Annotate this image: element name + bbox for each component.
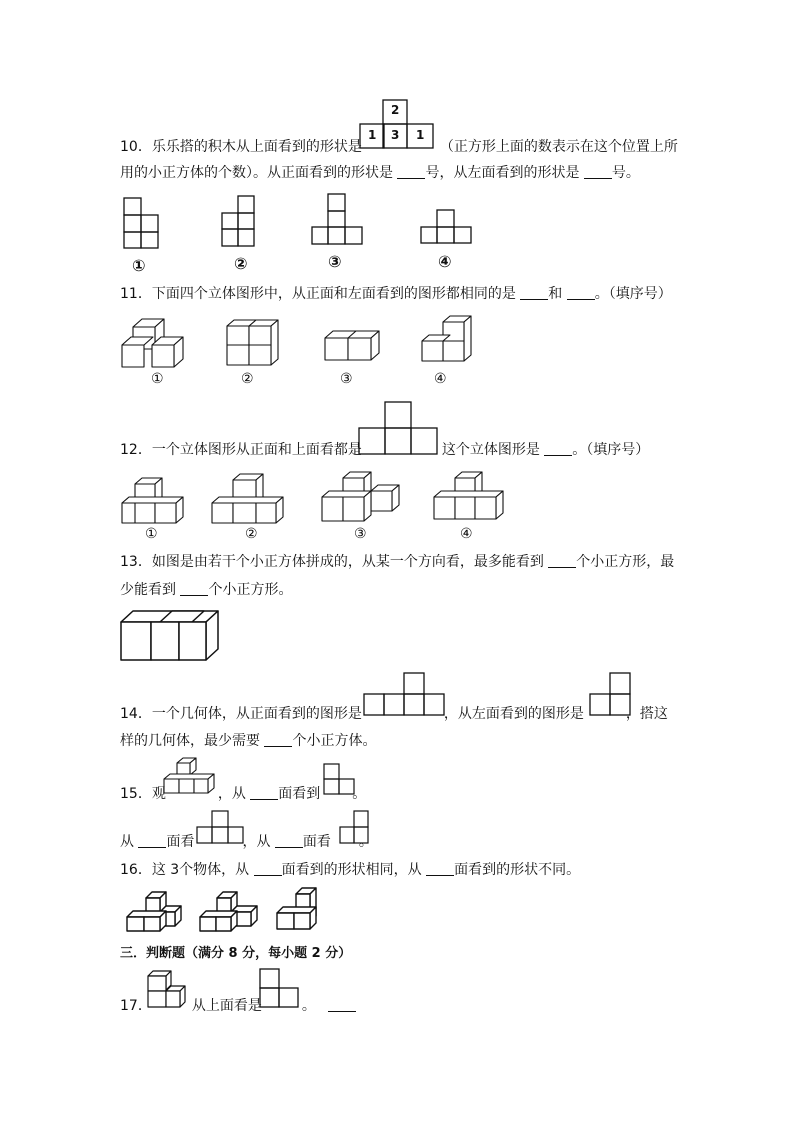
q11-option-3-figure (324, 329, 380, 361)
q10-option-2-figure (221, 195, 255, 247)
q16-object-3-figure (276, 886, 322, 930)
q14-text-b: ，从左面看到的图形是 (443, 706, 584, 722)
q10-top-num-right: 1 (416, 128, 425, 142)
q10-option-4-label: ④ (438, 252, 452, 271)
q13-cube-figure (120, 608, 220, 662)
q10-text-a: 乐乐搭的积木从上面看到的形状是 (151, 139, 362, 155)
q17-text-b: 。 (301, 998, 316, 1014)
q12-text-b: 这个立体图形是 (441, 442, 540, 458)
q17-answer-blank[interactable] (328, 997, 356, 1012)
q15-answer-blank-3[interactable] (275, 833, 303, 848)
section3-title: 三．判断题（满分 8 分，每小题 2 分） (120, 946, 352, 961)
q11-option-2-figure (226, 319, 280, 367)
q12-line1 (120, 441, 649, 459)
q13-line1 (120, 553, 674, 571)
q12-option-4-figure (433, 471, 505, 523)
q17-line1 (120, 997, 356, 1015)
q13-text-b: 个小正方形，最 (576, 554, 675, 570)
q17-text-a: 从上面看是 (191, 998, 262, 1014)
q15-text-b: ，从 (217, 786, 246, 802)
q11-option-1-figure (121, 317, 187, 369)
q10-top-num-middle-top: 2 (391, 103, 400, 117)
q10-number: 10． (120, 139, 152, 155)
q12-option-3-figure (321, 471, 401, 523)
q15-line2-e: 。 (358, 834, 373, 850)
q11-option-4-label: ④ (434, 371, 447, 387)
q15-line2-c: ，从 (242, 834, 271, 850)
q15-text-a: 观 (151, 786, 166, 802)
q12-option-1-label: ① (145, 526, 158, 542)
q16-same-answer-blank[interactable] (254, 861, 282, 876)
q11-answer-blank-2[interactable] (567, 285, 595, 300)
q14-line1 (120, 705, 668, 723)
q10-line1 (120, 138, 678, 156)
q15-text-c: 面看到 (278, 786, 321, 802)
q15-line2-a: 从 (120, 834, 134, 850)
q12-option-4-label: ④ (460, 526, 473, 542)
q12-option-3-label: ③ (354, 526, 367, 542)
q16-different-answer-blank[interactable] (426, 861, 454, 876)
q12-option-2-label: ② (245, 526, 258, 542)
q14-text-c: ，搭这 (625, 706, 668, 722)
q15-number: 15． (120, 786, 152, 802)
q11-option-4-figure (421, 315, 473, 363)
q15-line2-b: 面看 (166, 834, 195, 850)
q10-left-answer-blank[interactable] (584, 164, 612, 179)
q10-option-3-figure (311, 193, 363, 245)
q11-answer-blank-1[interactable] (520, 285, 548, 300)
q16-text-b: 面看到的形状相同，从 (281, 862, 422, 878)
q13-min-answer-blank[interactable] (180, 581, 208, 596)
q10-line2-b: 号，从左面看到的形状是 (425, 165, 580, 181)
q15-line2-d: 面看 (302, 834, 331, 850)
q16-text-a: 这 3个物体，从 (151, 862, 250, 878)
q11-line1 (120, 285, 672, 303)
q13-line2-b: 个小正方形。 (208, 582, 293, 598)
q13-max-answer-blank[interactable] (548, 553, 576, 568)
q12-text-a: 一个立体图形从正面和上面看都是 (151, 442, 362, 458)
q14-text-a: 一个几何体，从正面看到的图形是 (151, 706, 362, 722)
q12-number: 12． (120, 442, 152, 458)
q10-top-num-middle: 3 (391, 128, 400, 142)
q16-object-2-figure (199, 890, 259, 932)
q13-line2 (120, 581, 292, 599)
q15-line2 (120, 833, 373, 851)
q10-option-2-label: ② (234, 254, 248, 273)
q12-option-1-figure (121, 477, 185, 525)
q15-line1 (120, 785, 366, 803)
q13-number: 13． (120, 554, 152, 570)
q11-option-2-label: ② (241, 371, 254, 387)
q10-top-num-left: 1 (368, 128, 377, 142)
q15-text-d: 。 (352, 786, 367, 802)
q14-number: 14． (120, 706, 152, 722)
q16-text-c: 面看到的形状不同。 (454, 862, 581, 878)
q15-answer-blank-2[interactable] (138, 833, 166, 848)
q11-option-3-label: ③ (340, 371, 353, 387)
q13-line2-a: 少能看到 (120, 582, 176, 598)
q10-option-4-figure (420, 209, 472, 244)
q12-answer-blank[interactable] (544, 441, 572, 456)
q16-number: 16． (120, 862, 152, 878)
q10-option-3-label: ③ (328, 252, 342, 271)
q10-text-b: （正方形上面的数表示在这个位置上所 (439, 139, 678, 155)
q16-object-1-figure (126, 890, 184, 932)
q12-option-2-figure (211, 473, 285, 525)
q10-line2 (120, 164, 640, 182)
q12-text-c: 。（填序号） (572, 442, 650, 458)
q14-line2-b: 个小正方体。 (292, 733, 377, 749)
q10-option-1-label: ① (132, 256, 146, 275)
q11-text-b: 和 (548, 286, 563, 302)
q10-front-answer-blank[interactable] (397, 164, 425, 179)
q10-line2-c: 号。 (611, 165, 640, 181)
q10-option-1-figure (123, 197, 159, 249)
q14-line2-a: 样的几何体，最少需要 (120, 733, 260, 749)
q11-text-a: 下面四个立体图形中，从正面和左面看到的图形都相同的是 (151, 286, 516, 302)
q14-line2 (120, 732, 376, 750)
q10-line2-a: 用的小正方体的个数）。从正面看到的形状是 (120, 165, 393, 181)
q11-text-c: 。（填序号） (594, 286, 672, 302)
q11-option-1-label: ① (151, 371, 164, 387)
q17-number: 17． (120, 998, 152, 1014)
q15-answer-blank-1[interactable] (250, 785, 278, 800)
q11-number: 11． (120, 286, 152, 302)
q14-answer-blank[interactable] (264, 732, 292, 747)
q13-text-a: 如图是由若干个小正方体拼成的，从某一个方向看，最多能看到 (151, 554, 544, 570)
q16-line1 (120, 861, 580, 879)
